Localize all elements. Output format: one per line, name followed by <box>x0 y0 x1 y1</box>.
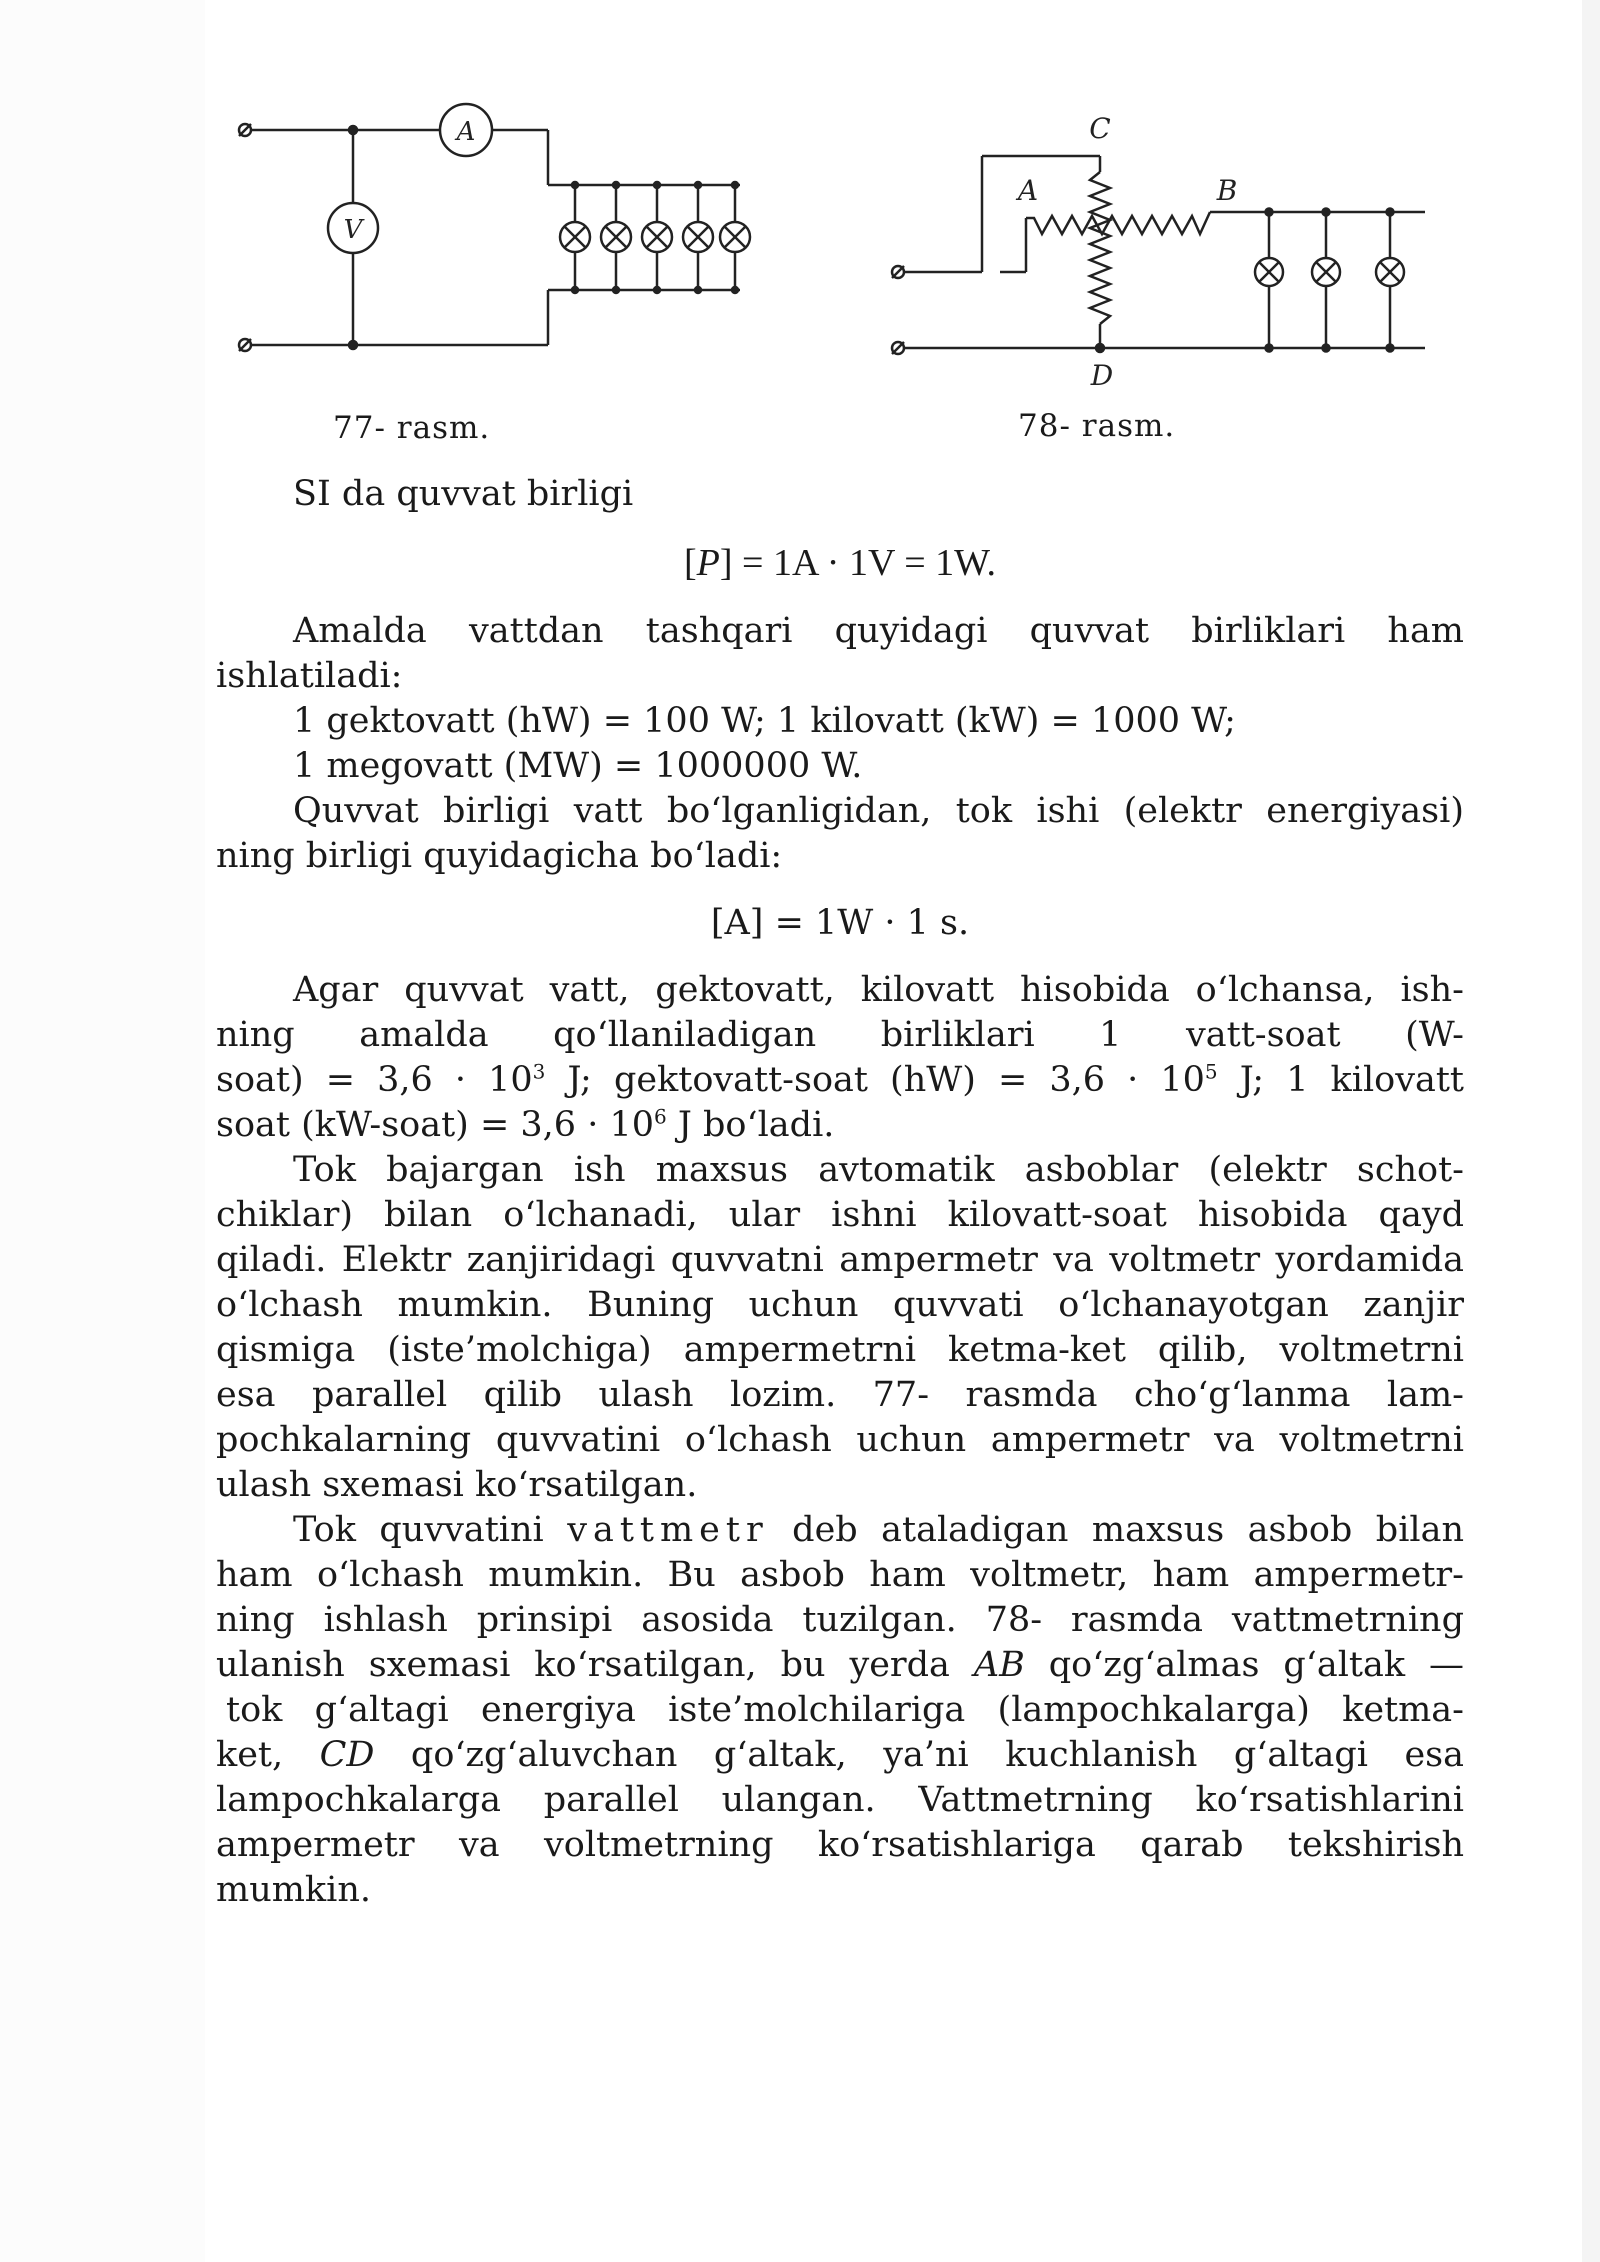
para2-line: soat (kW-soat) = $3,6 \cdot 10^6$ J bo‘ladi. <box>216 1104 835 1145</box>
lamp-bank <box>560 182 750 293</box>
voltmeter-label: V <box>343 215 363 245</box>
label-a: A <box>1017 174 1039 207</box>
terminal-bottom-icon <box>239 339 251 351</box>
para1-line: 1 megovatt (MW) = 1000000 W. <box>293 746 863 786</box>
figure-77-circuit <box>230 100 770 360</box>
si-unit-line: SI da quvvat birligi <box>293 474 634 514</box>
para4-line: ulanish sxemasi ko‘rsatilgan, bu yerda AB qo‘zg‘almas g‘altak — <box>216 1645 1464 1685</box>
para4-line: tok g‘altagi energiya iste’molchilariga (lampochkalarga) ketma- <box>226 1690 1464 1730</box>
vattmetr-term: vattmetr <box>567 1510 769 1550</box>
lamp-icon <box>601 182 631 293</box>
label-d: D <box>1090 359 1114 392</box>
lamp-icon <box>642 182 672 293</box>
work-unit-formula: [A] = 1W · 1 s. <box>710 903 970 943</box>
para3-line: ulash sxemasi ko‘rsatilgan. <box>216 1465 698 1505</box>
para4-line: ket, CD qo‘zg‘aluvchan g‘altak, ya’ni kuchlanish g‘altagi esa <box>216 1735 1464 1775</box>
para1-line: Amalda vattdan tashqari quyidagi quvvat birliklari ham <box>293 611 1464 651</box>
lamp-icon <box>1312 209 1340 352</box>
para4-line: ampermetr va voltmetrning ko‘rsatishlariga qarab tekshirish <box>216 1825 1464 1865</box>
figure-77-caption: 77- rasm. <box>333 410 491 446</box>
terminal-top-icon <box>239 124 251 136</box>
coil-cd-voltage-coil <box>1090 172 1110 324</box>
terminal-bottom-icon <box>892 342 904 354</box>
para3-line: o‘lchash mumkin. Buning uchun quvvati o‘lchanayotgan zanjir <box>216 1285 1464 1325</box>
lamp-icon <box>1376 209 1404 352</box>
figure-78-caption: 78- rasm. <box>1018 408 1176 444</box>
para3-line: chiklar) bilan o‘lchanadi, ular ishni kilovatt-soat hisobida qayd <box>216 1195 1464 1235</box>
label-c: C <box>1089 112 1111 145</box>
lamp-icon <box>720 182 750 293</box>
lamp-icon <box>560 182 590 293</box>
para2-line: ning amalda qo‘llaniladigan birliklari 1 vatt-soat (W- <box>216 1015 1464 1055</box>
terminal-top-icon <box>892 266 904 278</box>
ammeter-label: A <box>456 117 476 147</box>
para2-line: soat) = $3,6 \cdot 10^3$ J; gektovatt-soat $(hW) = 3,6 \cdot 10^5$ J; 1 kilovatt <box>216 1059 1464 1100</box>
label-b: B <box>1216 174 1238 207</box>
para1-line: Quvvat birligi vatt bo‘lganligidan, tok ishi (elektr energiyasi) <box>293 791 1464 831</box>
para4-line: ning ishlash prinsipi asosida tuzilgan. 78- rasmda vattmetrning <box>216 1600 1464 1640</box>
lamp-bank <box>1255 209 1404 352</box>
lamp-icon <box>1255 209 1283 352</box>
para2-line: Agar quvvat vatt, gektovatt, kilovatt hisobida o‘lchansa, ish- <box>293 970 1464 1010</box>
page-edge-shade <box>1582 0 1600 2262</box>
para4-line: lampochkalarga parallel ulangan. Vattmetrning ko‘rsatishlarini <box>216 1780 1464 1820</box>
para3-line: esa parallel qilib ulash lozim. 77- rasmda cho‘g‘lanma lam- <box>216 1375 1464 1415</box>
coil-ab-current-coil <box>1026 212 1210 234</box>
para4-line: Tok quvvatini vattmetr deb ataladigan maxsus asbob bilan <box>293 1510 1465 1550</box>
para1-line: ishlatiladi: <box>216 656 403 696</box>
para4-line: mumkin. <box>216 1870 371 1910</box>
lamp-icon <box>683 182 713 293</box>
para1-line: ning birligi quyidagicha bo‘ladi: <box>216 836 783 876</box>
page-margin-shade <box>0 0 205 2262</box>
para3-line: pochkalarning quvvatini o‘lchash uchun ampermetr va voltmetrni <box>216 1420 1464 1460</box>
para3-line: qismiga (iste’molchiga) ampermetrni ketma-ket qilib, voltmetrni <box>216 1330 1464 1370</box>
para1-line: 1 gektovatt (hW) = 100 W; 1 kilovatt (kW) = 1000 W; <box>293 701 1236 741</box>
figure-78-wattmeter-circuit <box>880 100 1440 400</box>
para4-line: ham o‘lchash mumkin. Bu asbob ham voltmetr, ham ampermetr- <box>216 1555 1464 1595</box>
para3-line: Tok bajargan ish maxsus avtomatik asboblar (elektr schot- <box>293 1150 1464 1190</box>
para3-line: qiladi. Elektr zanjiridagi quvvatni ampermetr va voltmetr yordamida <box>216 1240 1464 1280</box>
power-unit-formula: [P] = 1A · 1V = 1W. <box>683 542 997 584</box>
